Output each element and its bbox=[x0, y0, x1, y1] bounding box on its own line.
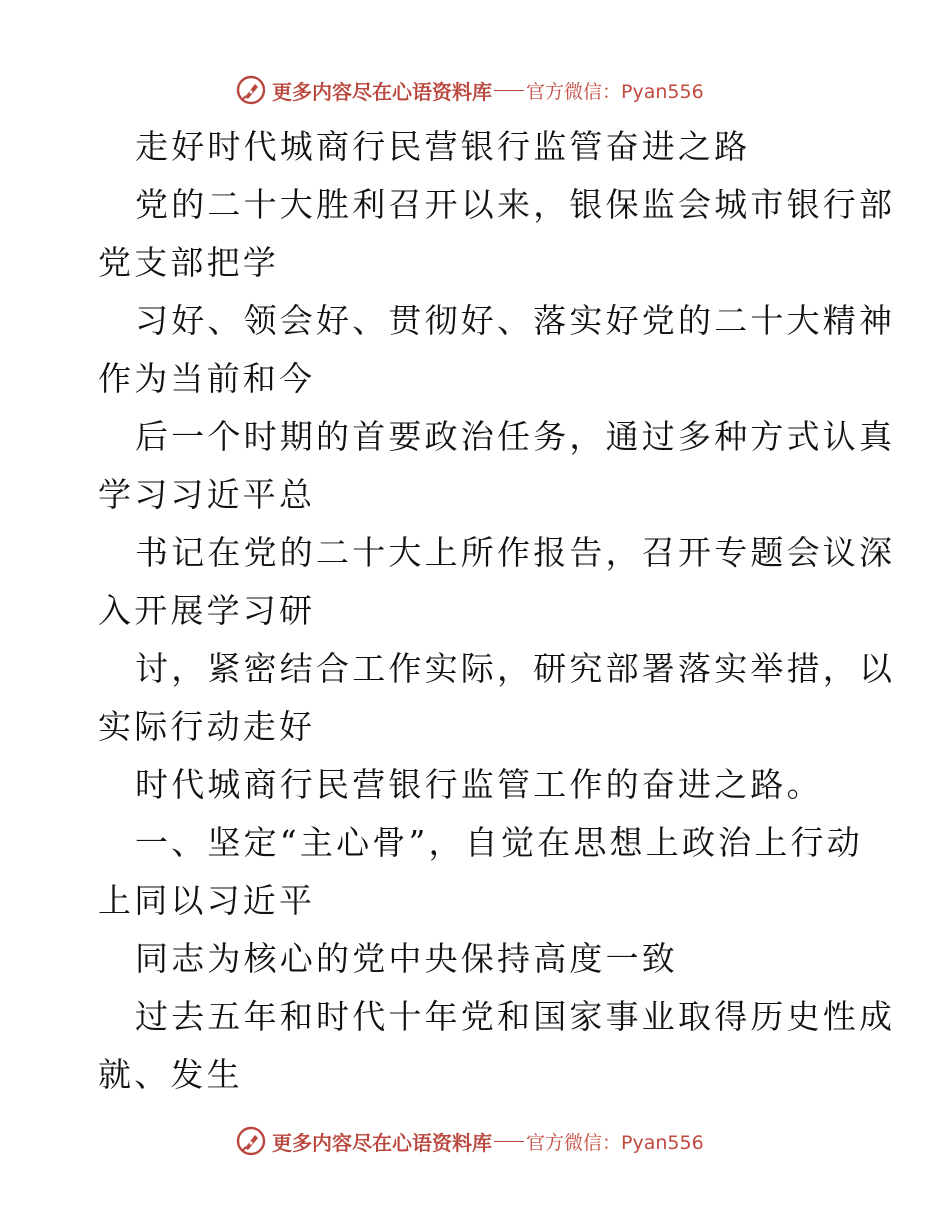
text-line: 就、发生 bbox=[98, 1055, 243, 1094]
section-heading: 一、坚定“主心骨”，自觉在思想上政治上行动 bbox=[135, 823, 863, 862]
header-brand-text: 更多内容尽在心语资料库 bbox=[272, 79, 492, 104]
header-wechat-text: 官方微信：Pyan556 bbox=[526, 80, 704, 103]
footer-dash bbox=[494, 1141, 524, 1142]
footer-wechat-text: 官方微信：Pyan556 bbox=[526, 1131, 704, 1154]
footer-banner bbox=[236, 1124, 704, 1158]
header-banner bbox=[236, 73, 704, 107]
text-line: 党的二十大胜利召开以来，银保监会城市银行部 bbox=[135, 185, 896, 224]
text-line: 习好、领会好、贯彻好、落实好党的二十大精神 bbox=[135, 301, 896, 340]
text-line: 作为当前和今 bbox=[98, 359, 316, 398]
text-line: 入开展学习研 bbox=[98, 591, 316, 630]
footer-brand-text: 更多内容尽在心语资料库 bbox=[272, 1130, 492, 1155]
text-line: 书记在党的二十大上所作报告，召开专题会议深 bbox=[135, 533, 896, 572]
document-title: 走好时代城商行民营银行监管奋进之路 bbox=[135, 127, 751, 166]
text-line: 学习习近平总 bbox=[98, 475, 316, 514]
text-line: 党支部把学 bbox=[98, 243, 279, 282]
text-line: 讨，紧密结合工作实际，研究部署落实举措，以 bbox=[135, 649, 896, 688]
pen-nib-logo-icon bbox=[236, 1126, 266, 1156]
section-heading-continued: 上同以习近平 bbox=[98, 881, 316, 920]
pen-nib-logo-icon bbox=[236, 75, 266, 105]
text-line: 过去五年和时代十年党和国家事业取得历史性成 bbox=[135, 997, 896, 1036]
section-heading-continued: 同志为核心的党中央保持高度一致 bbox=[135, 939, 678, 978]
text-line: 时代城商行民营银行监管工作的奋进之路。 bbox=[135, 765, 823, 804]
header-dash bbox=[494, 90, 524, 91]
document-body bbox=[98, 118, 896, 1104]
text-line: 后一个时期的首要政治任务，通过多种方式认真 bbox=[135, 417, 896, 456]
text-line: 实际行动走好 bbox=[98, 707, 316, 746]
